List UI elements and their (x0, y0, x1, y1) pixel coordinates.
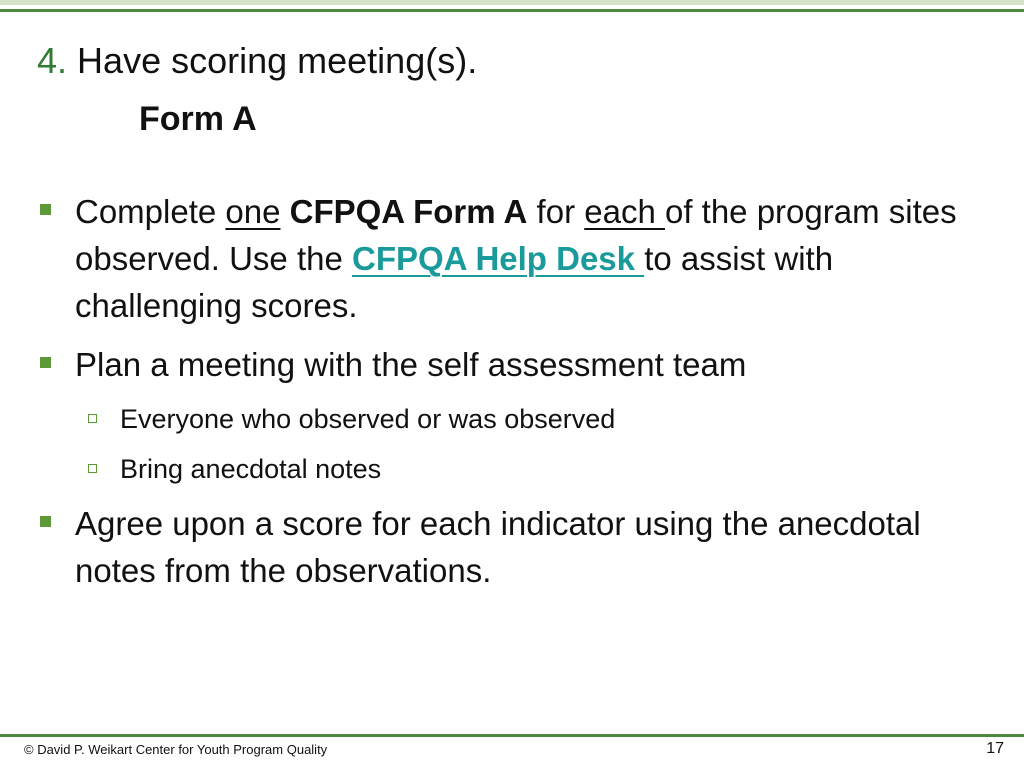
bottom-border (0, 734, 1024, 737)
title-subtitle: Form A (139, 100, 257, 138)
top-border (0, 9, 1024, 12)
bullet-text: of the program sites observed. Use the (75, 193, 957, 277)
bullet-marker (40, 357, 51, 368)
bullet-marker (40, 204, 51, 215)
bullet-text (280, 193, 289, 230)
bullet-text: Plan a meeting with the self assessment team (75, 346, 747, 383)
sub-bullet-notes (40, 450, 985, 488)
sub-bullet-text: Bring anecdotal notes (120, 454, 382, 484)
bullet-text: Agree upon a score for each indicator using the anecdotal notes from the observations. (75, 505, 921, 589)
slide-content (40, 188, 985, 606)
underlined-each: each (584, 193, 665, 230)
bullet-agree-score (40, 500, 985, 594)
slide-title (37, 38, 477, 142)
bullet-text: for (527, 193, 585, 230)
bullet-text: to assist with challenging scores. (75, 240, 834, 324)
title-text: Have scoring meeting(s). (77, 40, 478, 81)
top-border-light (0, 0, 1024, 5)
underlined-one: one (225, 193, 281, 230)
bullet-complete-form (40, 188, 985, 329)
bullet-text: Complete (75, 193, 226, 230)
bullet-marker (40, 516, 51, 527)
title-line (37, 38, 477, 84)
title-number: 4. (37, 40, 68, 81)
sub-bullet-marker (88, 464, 97, 473)
sub-bullet-everyone (40, 400, 985, 438)
help-desk-link[interactable]: CFPQA Help Desk (352, 240, 645, 277)
form-name-bold: CFPQA Form A (289, 193, 528, 230)
sub-bullet-text: Everyone who observed or was observed (120, 404, 616, 434)
page-number: 17 (986, 740, 1004, 757)
footer-copyright: © David P. Weikart Center for Youth Program Quality (24, 742, 328, 757)
sub-bullet-marker (88, 414, 97, 423)
bullet-plan-meeting (40, 341, 985, 388)
